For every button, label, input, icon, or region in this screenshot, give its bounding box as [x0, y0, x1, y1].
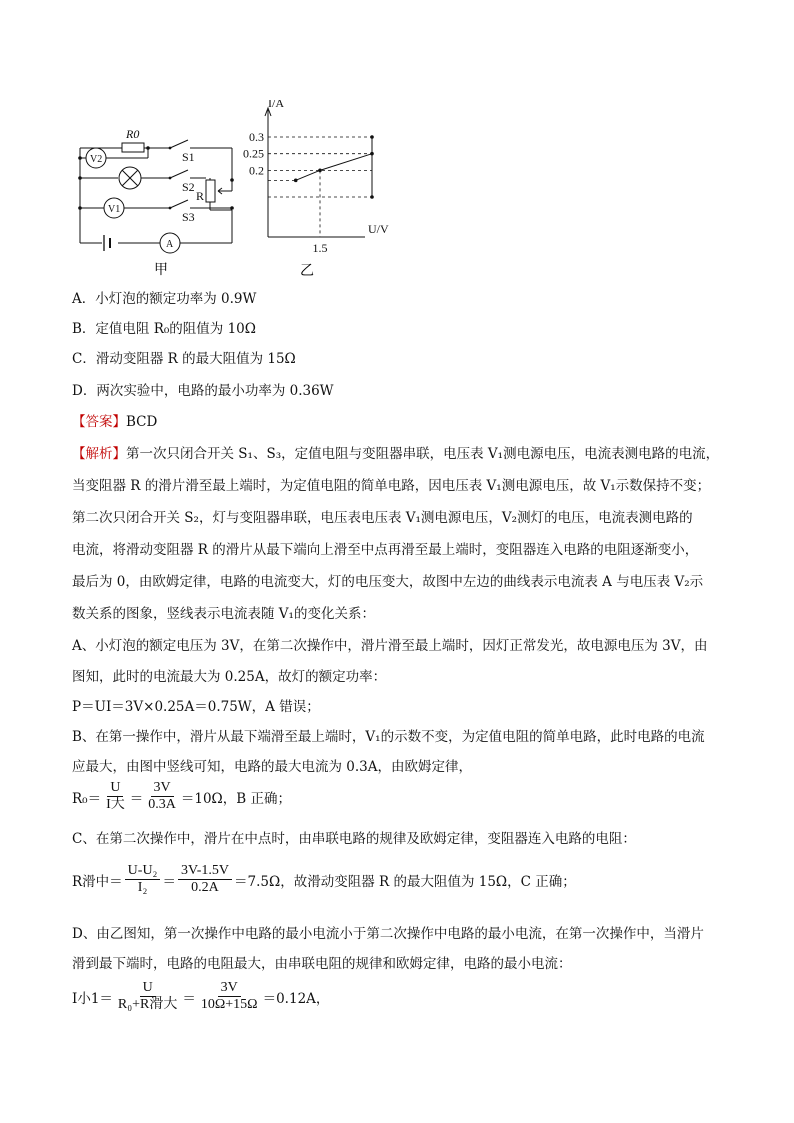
- analysis-line-1: 当变阻器 R 的滑片滑至最上端时，为定值电阻的简单电路，因电压表 V₁测电源电压，故 V₁示数保持不变；: [72, 478, 711, 494]
- caption-yi: 乙: [300, 263, 314, 279]
- analysis-line-0: 【解析】第一次只闭合开关 S₁、S₃，定值电阻与变阻器串联，电压表 V₁测电源电压，电流表测电路的电流，: [72, 446, 720, 462]
- y-axis-label: I/A: [268, 100, 284, 110]
- analysis-line-7: 图知，此时的电流最大为 0.25A，故灯的额定功率：: [72, 669, 387, 685]
- circuit-diagram: [70, 118, 245, 278]
- label-a: A: [166, 239, 174, 250]
- option-b: B．定值电阻 R₀的阻值为 10Ω: [72, 321, 256, 337]
- analysis-line-6: A、小灯泡的额定电压为 3V，在第二次操作中，滑片滑至最上端时，因灯正常发光，故电源电压为 3V，由: [72, 638, 708, 654]
- equation-c: R滑中＝ $\frac{\text{U-U₂}}{\text{I₂}}$ ＝ $\frac{3V-1.5V}{0.2A}$ ＝7.5Ω，故滑动变阻器 R 的最大阻值为 15Ω，C 正确；: [72, 863, 576, 895]
- answer-tag: 【答案】: [72, 414, 126, 430]
- answer-line: [72, 413, 157, 431]
- data-point-1-1: [370, 135, 374, 139]
- series-line-0: [296, 154, 372, 181]
- equation-b: R₀＝ $\frac{U}{\text{I大}}$ ＝ $\frac{3V}{0.3A}$ ＝10Ω，B 正确；: [72, 780, 291, 812]
- y-tick-label-0: 0.3: [249, 130, 264, 145]
- label-s3: S3: [182, 210, 195, 224]
- analysis-line-c: C、在第二次操作中，滑片在中点时，由串联电路的规律及欧姆定律，变阻器连入电路的电阻：: [72, 831, 636, 847]
- analysis-line-9: B、在第一操作中，滑片从最下端滑至最上端时，V₁的示数不变，为定值电阻的简单电路，此时电路的电流: [72, 729, 705, 745]
- data-point-0-0: [294, 179, 298, 183]
- data-point-1-0: [370, 195, 374, 199]
- label-r: R: [196, 189, 205, 203]
- analysis-tag: 【解析】: [72, 446, 126, 462]
- iu-chart: [240, 100, 405, 280]
- label-v1: V1: [108, 204, 121, 215]
- resistor-r0: [122, 143, 144, 152]
- analysis-line-d0: D、由乙图知，第一次操作中电路的最小电流小于第二次操作中电路的最小电流，在第一次操作中，当滑片: [72, 926, 704, 942]
- option-a: A．小灯泡的额定功率为 0.9W: [72, 291, 257, 307]
- x-tick-label-0: 1.5: [312, 241, 328, 255]
- option-c: C．滑动变阻器 R 的最大阻值为 15Ω: [72, 351, 296, 367]
- analysis-line-3: 电流，将滑动变阻器 R 的滑片从最下端向上滑至中点再滑至最上端时，变阻器连入电路的电阻逐渐变小，: [72, 542, 699, 558]
- analysis-line-4: 最后为 0，由欧姆定律，电路的电流变大，灯的电压变大，故图中左边的曲线表示电流表 A 与电压表 V₂示: [72, 574, 704, 590]
- caption-jia: 甲: [154, 262, 168, 278]
- label-v2: V2: [90, 154, 103, 165]
- label-r0: R0: [126, 127, 140, 141]
- rheostat-r: [206, 180, 215, 202]
- y-tick-label-2: 0.2: [249, 163, 264, 178]
- analysis-line-5: 数关系的图象，竖线表示电流表随 V₁的变化关系：: [72, 606, 375, 622]
- analysis-line-2: 第二次只闭合开关 S₂，灯与变阻器串联，电压表电压表 V₁测电源电压，V₂测灯的电压，电流表测电路的: [72, 510, 693, 526]
- data-point-0-1: [318, 169, 322, 173]
- equation-d: I小1＝ $\frac{U}{\text{R₀+R滑大}}$ ＝ $\frac{3V}{10\Omega+15\Omega}$ ＝0.12A，: [72, 980, 330, 1012]
- analysis-line-8: P＝UI＝3V×0.25A＝0.75W，A 错误；: [72, 699, 320, 715]
- label-s1: S1: [182, 150, 195, 164]
- label-s2: S2: [182, 180, 195, 194]
- y-tick-label-1: 0.25: [243, 146, 264, 161]
- analysis-line-10: 应最大，由图中竖线可知，电路的最大电流为 0.3A，由欧姆定律，: [72, 759, 473, 775]
- analysis-line-d1: 滑到最下端时，电路的电阻最大，由串联电阻的规律和欧姆定律，电路的最小电流：: [72, 956, 572, 972]
- option-d: D．两次实验中，电路的最小功率为 0.36W: [72, 383, 334, 399]
- x-axis-label: U/V: [368, 222, 389, 236]
- answer-value: BCD: [126, 414, 158, 430]
